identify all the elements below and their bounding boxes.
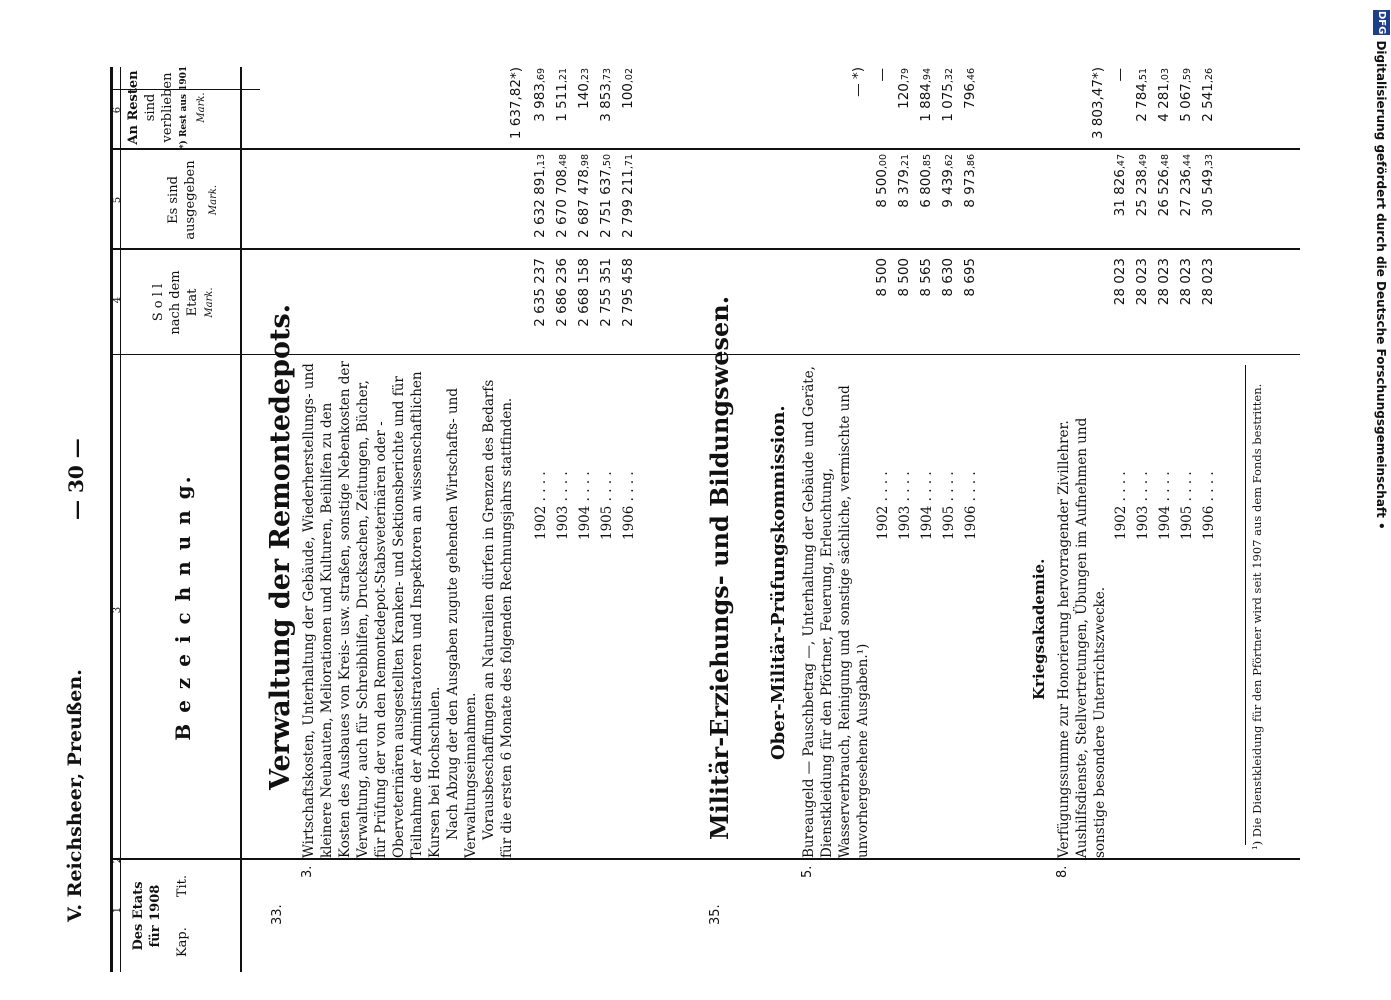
- row-ausgegeben: 25 238,49: [1134, 154, 1150, 217]
- row-year: 1905 . . . .: [599, 471, 615, 540]
- footnote-rule: [1245, 365, 1246, 845]
- row-soll: 2 635 237: [532, 258, 548, 327]
- row-soll: 28 023: [1200, 258, 1216, 306]
- footnote: ¹) Die Dienstkleidung für den Pförtner wird seit 1907 aus dem Fonds bestritten.: [1250, 383, 1264, 850]
- row-year: 1903 . . . .: [897, 471, 913, 540]
- row-soll: 8 695: [962, 258, 978, 297]
- header-reste-note: *) Rest aus 1901: [179, 65, 189, 150]
- row-rest: 100,02: [620, 68, 636, 109]
- row-soll: 2 795 458: [620, 258, 636, 327]
- header-soll-unit: Mark.: [204, 287, 215, 318]
- colnum-4: 4: [112, 296, 123, 304]
- credit-text: Digitalisierung gefördert durch die Deutsche Forschungsgemeinschaft •: [1374, 40, 1388, 530]
- header-ausg-l1: Es sind: [166, 176, 181, 224]
- header-ausg-l2: ausgegeben: [183, 160, 198, 240]
- header-reste-l1: An Resten: [126, 70, 141, 145]
- row-rest: 2 784,51: [1134, 68, 1150, 122]
- row-rest: —: [874, 68, 890, 82]
- header-ausgegeben: [165, 150, 222, 250]
- row-soll: 2 755 351: [598, 258, 614, 327]
- header-soll-l2: nach dem: [168, 270, 183, 335]
- colnum-2: 2: [112, 856, 123, 864]
- header-bezeichnung: [171, 355, 195, 860]
- decimal: ,21: [558, 68, 569, 84]
- colnum-3: 3: [112, 606, 123, 614]
- col-sep-5: [110, 148, 1300, 150]
- header-reste-unit: Mark.: [196, 92, 207, 123]
- row-soll: 2 686 236: [554, 258, 570, 327]
- row-year: 1902 . . . .: [1113, 471, 1129, 540]
- row-ausgegeben: 6 800,85: [918, 154, 934, 208]
- row-ausgegeben: 8 379,21: [896, 154, 912, 208]
- row-soll: 8 565: [918, 258, 934, 297]
- decimal: ,33: [1204, 154, 1215, 170]
- row-year: 1906 . . . .: [1201, 471, 1217, 540]
- section-2-rest-1901: — *): [850, 67, 866, 97]
- row-ausgegeben: 2 670 708,48: [554, 154, 570, 238]
- row-soll: 2 668 158: [576, 258, 592, 327]
- row-ausgegeben: 2 751 637,50: [598, 154, 614, 238]
- section-1-rest-1901: 1 637,82*): [508, 67, 524, 140]
- decimal: ,69: [536, 68, 547, 84]
- decimal: ,44: [1182, 154, 1193, 170]
- decimal: ,51: [1138, 68, 1149, 84]
- row-year: 1902 . . . .: [875, 471, 891, 540]
- decimal: ,02: [624, 68, 635, 84]
- row-ausgegeben: 2 799 211,71: [620, 154, 636, 238]
- decimal: ,00: [878, 154, 889, 170]
- header-etat-top: Des Etats: [131, 881, 146, 951]
- decimal: ,62: [944, 154, 955, 170]
- decimal: ,59: [1182, 68, 1193, 84]
- decimal: ,48: [1160, 154, 1171, 170]
- row-rest: —: [1112, 68, 1128, 82]
- section-2-sub: Ober-Militär-Prüfungskommission.: [768, 405, 789, 760]
- row-soll: 8 500: [874, 258, 890, 297]
- section-1-kap: 33.: [270, 904, 285, 925]
- decimal: ,13: [536, 154, 547, 170]
- row-ausgegeben: 9 439,62: [940, 154, 956, 208]
- decimal: ,26: [1204, 68, 1215, 84]
- row-soll: 28 023: [1112, 258, 1128, 306]
- colnum-5: 5: [112, 196, 123, 204]
- row-rest: 3 983,69: [532, 68, 548, 122]
- row-year: 1902 . . . .: [533, 471, 549, 540]
- decimal: ,46: [966, 68, 977, 84]
- row-year: 1906 . . . .: [963, 471, 979, 540]
- row-year: 1903 . . . .: [1135, 471, 1151, 540]
- row-ausgegeben: 8 973,86: [962, 154, 978, 208]
- header-soll-l1: S o l l: [151, 283, 166, 322]
- row-ausgegeben: 30 549,33: [1200, 154, 1216, 217]
- header-kap: Kap.: [175, 927, 190, 958]
- row-ausgegeben: 26 526,48: [1156, 154, 1172, 217]
- row-rest: 1 884,94: [918, 68, 934, 122]
- section-3-sub: Kriegsakademie.: [1030, 558, 1048, 700]
- header-ausg-unit: Mark.: [208, 184, 219, 216]
- row-ausgegeben: 8 500,00: [874, 154, 890, 208]
- decimal: ,03: [1160, 68, 1171, 84]
- row-rest: 2 541,26: [1200, 68, 1216, 122]
- row-soll: 28 023: [1134, 258, 1150, 306]
- row-soll: 28 023: [1178, 258, 1194, 306]
- row-year: 1904 . . . .: [1157, 471, 1173, 540]
- row-year: 1905 . . . .: [1179, 471, 1195, 540]
- section-3-text: Verfügungssumme zur Honorierung hervorragender Zivillehrer. Aushilfsdienste, Stellvertretungen, Übungen im Aufnehmen und sonstige besondere Unterrichtszwecke.: [1056, 417, 1108, 858]
- col-sep-2: [110, 858, 1300, 860]
- row-ausgegeben: 2 632 891,13: [532, 154, 548, 238]
- row-rest: 120,79: [896, 68, 912, 109]
- section-3-tit: 8.: [1055, 865, 1070, 878]
- decimal: ,48: [558, 154, 569, 170]
- section-2-text: Bureaugeld — Pauschbetrag —, Unterhaltung der Gebäude und Geräte, Dienstkleidung für den Pförtner, Feuerung, Erleuchtung, Wasserverbrauch, Reinigung und sonstige sächliche, vermischte und unvorhergesehene Ausgaben.¹): [801, 366, 871, 858]
- row-soll: 8 500: [896, 258, 912, 297]
- row-rest: 140,23: [576, 68, 592, 109]
- colnum-6: 6: [112, 106, 123, 114]
- row-ausgegeben: 31 826,47: [1112, 154, 1128, 217]
- row-ausgegeben: 2 687 478,98: [576, 154, 592, 238]
- colnum-1: 1: [112, 906, 123, 914]
- row-soll: 28 023: [1156, 258, 1172, 306]
- decimal: ,21: [900, 154, 911, 170]
- header-reste: [125, 65, 210, 150]
- header-etat-year: für 1908: [148, 884, 163, 948]
- row-soll: 8 630: [940, 258, 956, 297]
- header-soll: [150, 250, 218, 355]
- decimal: ,79: [900, 68, 911, 84]
- row-year: 1903 . . . .: [555, 471, 571, 540]
- decimal: ,49: [1138, 154, 1149, 170]
- section-1-title: Verwaltung der Remontedepots.: [265, 303, 296, 790]
- decimal: ,86: [966, 154, 977, 170]
- row-rest: 796,46: [962, 68, 978, 109]
- section-1-text-main: Wirtschaftskosten, Unterhaltung der Gebäude, Wiederherstellungs- und kleinere Neubauten, Meliorationen und Kulturen, Beihilfen zu den Kosten des Ausbaues von Kreis- usw. straßen, sonstige Nebenkosten der Verwaltung, auch für Schreibhilfen, Drucksachen, Zeitungen, Bücher, für Prüfung der von den Remontedepot-Stabsveterinären oder -Oberveterinären ausgestellten Kranken- und Sektionsberichte und für Teilnahme der Administratoren und Inspektoren an wissenschaftlichen Kursen bei Hochschulen.: [301, 361, 443, 858]
- row-ausgegeben: 27 236,44: [1178, 154, 1194, 217]
- decimal: ,73: [602, 68, 613, 84]
- row-year: 1904 . . . .: [577, 471, 593, 540]
- section-3-rest-1901: 3 803,47*): [1090, 67, 1106, 140]
- header-bezeichnung-label: B e z e i c h n u n g.: [171, 474, 195, 741]
- decimal: ,85: [922, 154, 933, 170]
- section-2-kap: 35.: [708, 904, 723, 925]
- decimal: ,23: [580, 68, 591, 84]
- section-1-tit: 3.: [300, 865, 315, 878]
- row-rest: 3 853,73: [598, 68, 614, 122]
- decimal: ,47: [1116, 154, 1127, 170]
- row-rest: 1 511,21: [554, 68, 570, 122]
- row-rest: 5 067,59: [1178, 68, 1194, 122]
- decimal: ,71: [624, 154, 635, 170]
- section-2-tit: 5.: [800, 865, 815, 878]
- decimal: ,32: [944, 68, 955, 84]
- decimal: ,94: [922, 68, 933, 84]
- running-title: V. Reichsheer, Preußen.: [64, 669, 86, 922]
- header-tit: Tit.: [175, 874, 190, 898]
- header-soll-l3: Etat: [185, 288, 200, 317]
- section-1-text-3: Vorausbeschaffungen an Naturalien dürfen in Grenzen des Bedarfs für die ersten 6 Monate des folgenden Rechnungsjahrs stattfinden.: [481, 379, 515, 858]
- row-rest: 4 281,03: [1156, 68, 1172, 122]
- row-rest: 1 075,32: [940, 68, 956, 122]
- row-year: 1906 . . . .: [621, 471, 637, 540]
- section-1-text-2: Nach Abzug der den Ausgaben zugute gehenden Wirtschafts- und Verwaltungseinnahmen.: [445, 388, 479, 858]
- decimal: ,98: [580, 154, 591, 170]
- header-reste-l2: sind verblieben: [143, 72, 175, 143]
- dfg-logo: DFG: [1373, 10, 1390, 35]
- section-1-text: [300, 358, 516, 858]
- header-etat: [130, 860, 191, 972]
- col-sep-4: [110, 248, 1300, 250]
- row-year: 1904 . . . .: [919, 471, 935, 540]
- row-year: 1905 . . . .: [941, 471, 957, 540]
- page-number: — 30 —: [64, 438, 88, 520]
- decimal: ,50: [602, 154, 613, 170]
- table-header-rule: [240, 67, 242, 972]
- section-2-title: Militär-Erziehungs- und Bildungswesen.: [705, 295, 734, 840]
